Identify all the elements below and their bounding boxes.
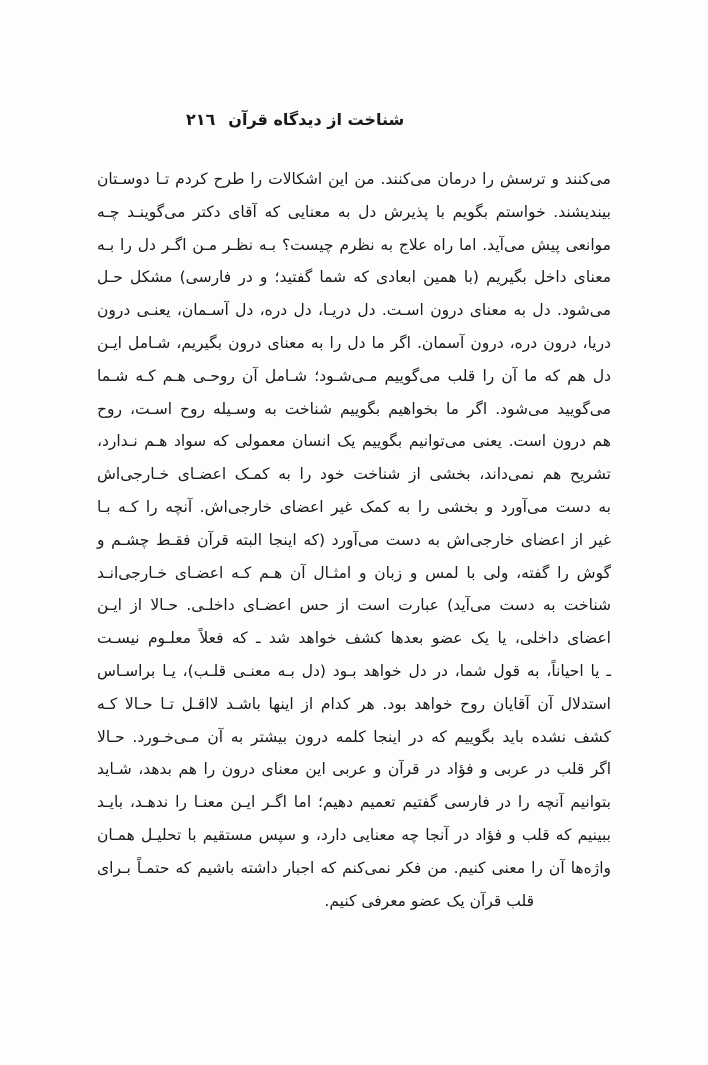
body-text-line: می‌کنند و ترسش را درمان می‌کنند. من این اشکالات را طرح کردم تـا دوسـتان	[97, 170, 611, 188]
body-text-line: استدلال آن آقایان روح خواهد بود. هر کدام از اینها باشـد لااقـل تـا حـالا کـه	[97, 694, 611, 713]
body-text-line: اگر قلب در عربی و فؤاد در قرآن و عربی این معنای درون را هم بدهد، شـاید	[97, 760, 611, 779]
body-text-line: بتوانیم آنچه را در فارسی گفتیم تعمیم دهیم؛ اما اگـر ایـن معنـا را ندهـد، بایـد	[97, 793, 611, 812]
body-text-line: موانعی پیش می‌آید. اما راه علاج به نظرم چیست؟ بـه نظـر مـن اگـر دل را بـه	[97, 235, 611, 254]
body-text-line: می‌شود. دل به معنای درون اسـت. دل دریـا، دل دره، دل آسـمان، یعنـی درون	[97, 301, 611, 320]
body-text-line: غیر از اعضای خارجی‌اش به دست می‌آورد (که اینجا البته قرآن فقـط چشـم و	[97, 530, 611, 549]
body-text-line: کشف نشده باید بگوییم که در اینجا کلمه درون بیشتر به آن مـی‌خـورد. حـالا	[97, 727, 611, 746]
body-text-line: به دست می‌آورد و بخشی را به کمک غیر اعضای خارجی‌اش. آنچه را کـه بـا	[97, 497, 611, 516]
body-text-line: دریا، درون دره، درون آسمان. اگر ما دل را به معنای درون بگیریم، شـامل ایـن	[97, 333, 611, 352]
body-text-line: ببینیم که قلب و فؤاد در آنجا چه معنایی دارد، و سپس مستقیم با تحلیـل همـان	[97, 825, 611, 844]
body-text-line: می‌گویید می‌شود. اگر ما بخواهیم بگوییم شناخت به وسـیله روح اسـت، روح	[97, 399, 611, 418]
body-text-line: قلب قرآن یک عضو معرفی کنیم.	[324, 891, 534, 910]
running-head-title: شناخت از دیدگاه قرآن	[228, 110, 405, 129]
body-text-line: گوش را گفته، ولی با لمس و زبان و امثـال آن هـم کـه اعضـای خـارجی‌انـد	[97, 563, 611, 582]
running-head	[186, 110, 404, 129]
body-text-line: اعضای داخلی، یا یک عضو بعدها کشف خواهد شد ـ که فعلاً معلـوم نیسـت	[97, 629, 611, 648]
body-text-line: هم درون است. یعنی می‌توانیم بگوییم یک انسان معمولی که سواد هـم نـدارد،	[97, 432, 611, 451]
body-text-line: معنای داخل بگیریم (با همین ابعادی که شما گفتید؛ و در فارسی) مشکل حـل	[97, 268, 611, 287]
body-text-line: تشریح هم نمی‌داند، بخشی از شناخت خود را به کمـک اعضـای خـارجی‌اش	[97, 465, 611, 484]
page-number: ٢١٦	[186, 110, 216, 129]
body-text-line: بیندیشند. خواستم بگویم با پذیرش دل به معنایی که آقای دکتر می‌گوینـد چـه	[97, 202, 611, 221]
page-body-text	[97, 163, 611, 917]
body-text-line: دل هم که ما آن را قلب می‌گوییم مـی‌شـود؛ شـامل آن روحـی هـم کـه شـما	[97, 366, 611, 385]
body-text-line: ـ یا احیاناً، به قول شما، در دل خواهد بـود (دل بـه معنـی قلـب)، یـا براسـاس	[97, 661, 611, 680]
body-text-line: شناخت به دست می‌آید) عبارت است از حس اعضـای داخلـی. حـالا از ایـن	[97, 596, 611, 615]
body-text-line: واژه‌ها آن را معنی کنیم. من فکر نمی‌کنم که اجبار داشته باشیم که حتمـاً بـرای	[97, 858, 611, 877]
